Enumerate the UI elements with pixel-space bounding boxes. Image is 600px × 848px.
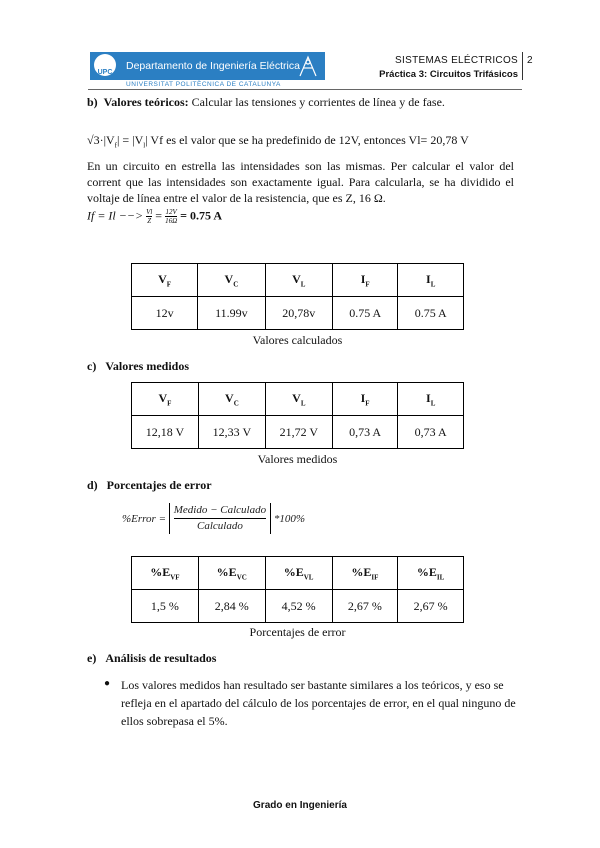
sqrt3-expression: $√3\cdot|V_f| = |V_l|$ [87, 133, 148, 150]
bullet-icon: ● [104, 678, 111, 689]
table-header-row [132, 383, 464, 416]
section-b-heading [87, 95, 445, 110]
department-logo [90, 52, 325, 88]
header-il: $I_L$ [398, 264, 464, 297]
header-eil: $\%E_{IL}$ [398, 557, 464, 590]
value-vf: 12,18 V [132, 416, 199, 449]
value-vc: 11.99v [198, 297, 265, 330]
section-b-title: Valores teóricos: [103, 95, 189, 109]
section-e-heading [87, 651, 216, 666]
value-vf: 12v [132, 297, 198, 330]
header-right [379, 54, 518, 82]
emblem-icon [297, 54, 319, 78]
calculated-values-table [131, 263, 464, 330]
measured-caption: Valores medidos [257, 452, 338, 466]
header-eif: $\%E_{IF}$ [332, 557, 398, 590]
table-row [132, 590, 464, 623]
page-number: 2 [527, 55, 533, 66]
value-vl: 21,72 V [265, 416, 332, 449]
header-evl: $\%E_{VL}$ [265, 557, 332, 590]
section-b-paragraph: En un circuito en estrella las intensidades son las mismas. Per calcular el valor del corrent que las intensidades son exactamente igual. Para calcularla, se ha dividido el voltaje de línea entre el valor de la resistencia, que es Z, 16 Ω. [87, 159, 514, 205]
section-c-label: c) [87, 359, 97, 373]
header-if: $I_F$ [332, 264, 398, 297]
section-d-title: Porcentajes de error [106, 478, 212, 492]
value-evl: 4,52 % [265, 590, 332, 623]
voltage-formula [87, 133, 469, 149]
calculated-caption: Valores calculados [252, 333, 343, 347]
course-title: SISTEMAS ELÉCTRICOS [395, 55, 518, 66]
section-e-title: Análisis de resultados [105, 651, 217, 665]
header-evc: $\%E_{VC}$ [198, 557, 265, 590]
header-if: $I_F$ [332, 383, 398, 416]
value-il: 0,73 A [398, 416, 464, 449]
error-percent-table [131, 556, 464, 623]
value-if: 0.75 A [332, 297, 398, 330]
section-b-text: Calcular las tensiones y corrientes de línea y de fase. [191, 95, 445, 109]
header-vc: $V_C$ [198, 264, 265, 297]
current-result: = 0.75 A [180, 208, 222, 223]
upc-label: UPC [97, 69, 113, 76]
section-c-title: Valores medidos [105, 359, 190, 373]
header-vl: $V_L$ [265, 383, 332, 416]
current-formula: If = Il −−> Vl Z = 12V 16Ω = 0.75 A [87, 208, 222, 225]
footer-text: Grado en Ingeniería [253, 800, 347, 811]
value-vl: 20,78v [265, 297, 332, 330]
header-il: $I_L$ [398, 383, 464, 416]
header-divider [522, 52, 523, 80]
section-d-heading [87, 478, 212, 493]
upc-logo-icon [94, 54, 116, 76]
table-header-row [132, 264, 464, 297]
header-rule [88, 89, 522, 90]
section-e-label: e) [87, 651, 97, 665]
header-evf: $\%E_{VF}$ [132, 557, 199, 590]
analysis-text: Los valores medidos han resultado ser bastante similares a los teóricos, y eso se refleja en el apartado del cálculo de los porcentajes de error, en el qual ninguno de ellos sobrepasa el 5%. [121, 678, 516, 728]
section-d-label: d) [87, 478, 98, 492]
value-if: 0,73 A [332, 416, 398, 449]
header-vf: $V_F$ [132, 383, 199, 416]
section-c-heading [87, 359, 189, 374]
table-row [132, 416, 464, 449]
value-evf: 1,5 % [132, 590, 199, 623]
error-formula: %Error = Medido − Calculado Calculado *100% [122, 504, 306, 532]
table-row [132, 297, 464, 330]
section-b-label: b) [87, 95, 98, 109]
measured-values-table [131, 382, 464, 449]
value-evc: 2,84 % [198, 590, 265, 623]
table-header-row [132, 557, 464, 590]
error-caption: Porcentajes de error [249, 625, 346, 639]
value-eil: 2,67 % [398, 590, 464, 623]
department-name: Departamento de Ingeniería Eléctrica [126, 60, 300, 72]
value-eif: 2,67 % [332, 590, 398, 623]
header-vl: $V_L$ [265, 264, 332, 297]
university-name: UNIVERSITAT POLITÈCNICA DE CATALUNYA [126, 81, 281, 88]
header-vf: $V_F$ [132, 264, 198, 297]
value-vc: 12,33 V [198, 416, 265, 449]
header-vc: $V_C$ [198, 383, 265, 416]
practice-title: Práctica 3: Circuitos Trifásicos [379, 69, 518, 80]
value-il: 0.75 A [398, 297, 464, 330]
formula-explanation: Vf es el valor que se ha predefinido de 12V, entonces Vl= 20,78 V [150, 133, 469, 147]
